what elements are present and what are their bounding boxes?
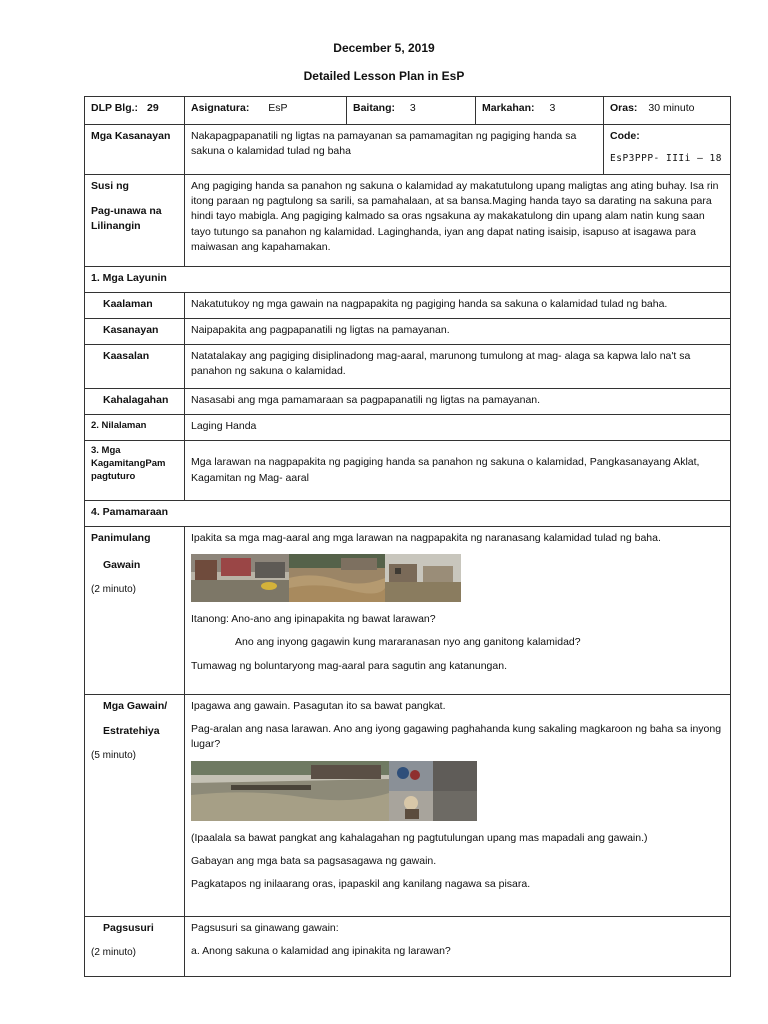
panimulang-question-2: Ano ang inyong gagawin kung mararanasan nyo ang ganitong kalamidad? bbox=[235, 636, 581, 649]
pamamaraan-heading-row bbox=[85, 501, 731, 527]
kasanayan-objective-text: Naipapakita ang pagpapanatili ng ligtas na pamayanan. bbox=[185, 319, 731, 345]
pagsusuri-row bbox=[85, 917, 731, 977]
kasanayan-text: Nakapagpapanatili ng ligtas na pamayanan sa pamamagitan ng pagiging handa sa sakuna o kalamidad tulad ng baha bbox=[185, 125, 604, 175]
kahalagahan-row bbox=[85, 389, 731, 415]
layunin-heading-row bbox=[85, 267, 731, 293]
kaasalan-label: Kaasalan bbox=[85, 345, 185, 389]
panimulang-question-3: Tumawag ng boluntaryong mag-aaral para sagutin ang katanungan. bbox=[191, 659, 507, 672]
document-date: December 5, 2019 bbox=[333, 41, 435, 55]
susi-row bbox=[85, 175, 731, 267]
nilalaman-label: 2. Nilalaman bbox=[85, 415, 185, 441]
dlp-label: DLP Blg.: bbox=[91, 102, 139, 114]
kagamitan-row bbox=[85, 441, 731, 501]
kasanayan-label: Mga Kasanayan bbox=[85, 125, 185, 175]
code-label: Code: bbox=[610, 130, 640, 142]
baitang-cell bbox=[347, 97, 476, 125]
pamamaraan-heading: 4. Pamamaraan bbox=[85, 501, 731, 527]
kagamitan-label-1: 3. Mga bbox=[91, 445, 121, 456]
baitang-value: 3 bbox=[409, 102, 416, 114]
flood-street-photo bbox=[191, 554, 289, 602]
panimulang-minutes: (2 minuto) bbox=[91, 584, 137, 596]
panimulang-label-2: Gawain bbox=[103, 559, 141, 572]
pagsusuri-label-cell bbox=[85, 917, 185, 977]
oras-value: 30 minuto bbox=[648, 102, 695, 114]
kaalaman-row bbox=[85, 293, 731, 319]
gawain-paragraph-1: Ipagawa ang gawain. Pasagutan ito sa bawat pangkat. bbox=[191, 700, 446, 712]
gawain-label-2: Estratehiya bbox=[103, 725, 160, 738]
gawain-paragraph-5: Pagkatapos ng inilaarang oras, ipapaskil ang kanilang nagawa sa pisara. bbox=[191, 878, 531, 891]
susi-text: Ang pagiging handa sa panahon ng sakuna o kalamidad ay makatutulong upang maligtas ang ating buhay. Isa rin itong paraan ng pagtulong sa sarili, sa pamahalaan, at sa bansa.Maging handa tayo sa darating na sakuna para hindi tayo mabigla. Ang pagiging kalmado sa oras ngsakuna ay makakatulong din upang alam natin kung saan tayo tutungo sa panahon ng kalamidad. Laginghanda, iyan ang dapat nating isaisip, isapuso at isagawa para maiwasan ang kapahamakan. bbox=[185, 175, 731, 267]
pagsusuri-minutes: (2 minuto) bbox=[91, 947, 137, 959]
evacuation-photo-collage bbox=[389, 761, 477, 821]
asignatura-cell bbox=[185, 97, 347, 125]
gawain-paragraph-3: (Ipaalala sa bawat pangkat ang kahalagahan ng pagtutulungan upang mas mapadali ang gawain.) bbox=[191, 831, 648, 844]
markahan-label: Markahan: bbox=[482, 102, 535, 114]
kaalaman-label: Kaalaman bbox=[85, 293, 185, 319]
kagamitan-label-cell bbox=[85, 441, 185, 501]
gawain-row bbox=[85, 695, 731, 917]
markahan-value: 3 bbox=[549, 102, 556, 114]
gawain-label-1: Mga Gawain/ bbox=[103, 700, 168, 712]
baitang-label: Baitang: bbox=[353, 102, 395, 114]
kagamitan-text: Mga larawan na nagpapakita ng pagiging handa sa panahon ng sakuna o kalamidad, Pangkasanayang Aklat, Kagamitan ng Mag- aaral bbox=[185, 441, 731, 501]
panimulang-content bbox=[185, 527, 731, 695]
dlp-cell bbox=[85, 97, 185, 125]
kahalagahan-text: Nasasabi ang mga pamamaraan sa pagpapanatili ng ligtas na pamayanan. bbox=[185, 389, 731, 415]
document-title: Detailed Lesson Plan in EsP bbox=[303, 69, 465, 83]
markahan-cell bbox=[476, 97, 604, 125]
susi-label-cell bbox=[85, 175, 185, 267]
flooded-houses-photo bbox=[385, 554, 461, 602]
kagamitan-label-2: KagamitangPam bbox=[91, 457, 166, 469]
flooded-road-photo bbox=[191, 761, 389, 821]
nilalaman-text: Laging Handa bbox=[185, 415, 731, 441]
kasanayan-objective-row bbox=[85, 319, 731, 345]
code-value: EsP3PPP- IIIi – 18 bbox=[610, 153, 722, 165]
susi-label-1: Susi ng bbox=[91, 180, 129, 192]
gawain-paragraph-4: Gabayan ang mga bata sa pagsasagawa ng gawain. bbox=[191, 854, 437, 867]
dlp-value: 29 bbox=[146, 102, 159, 114]
layunin-heading: 1. Mga Layunin bbox=[85, 267, 731, 293]
kasanayan-objective-label: Kasanayan bbox=[85, 319, 185, 345]
meta-row bbox=[85, 97, 731, 125]
panimulang-intro: Ipakita sa mga mag-aaral ang mga larawan na nagpapakita ng naranasang kalamidad tulad ng baha. bbox=[191, 532, 661, 544]
kaasalan-text: Natatalakay ang pagiging disiplinadong mag-aaral, marunong tumulong at mag- alaga sa kapwa lalo na't sa panahon ng sakuna o kalamidad. bbox=[185, 345, 731, 389]
panimulang-row bbox=[85, 527, 731, 695]
gawain-label-cell bbox=[85, 695, 185, 917]
kasanayan-row bbox=[85, 125, 731, 175]
kaasalan-row bbox=[85, 345, 731, 389]
gawain-minutes: (5 minuto) bbox=[91, 750, 137, 762]
oras-label: Oras: bbox=[610, 102, 638, 114]
flood-photo-strip-2 bbox=[191, 761, 724, 821]
asignatura-label: Asignatura: bbox=[191, 102, 250, 114]
pagsusuri-content bbox=[185, 917, 731, 977]
panimulang-label-cell bbox=[85, 527, 185, 695]
kaalaman-text: Nakatutukoy ng mga gawain na nagpapakita ng pagiging handa sa sakuna o kalamidad tulad ng baha. bbox=[185, 293, 731, 319]
lesson-plan-table bbox=[84, 96, 731, 977]
gawain-content bbox=[185, 695, 731, 917]
flood-river-photo bbox=[289, 554, 385, 602]
oras-cell bbox=[604, 97, 731, 125]
pagsusuri-paragraph-2: a. Anong sakuna o kalamidad ang ipinakita ng larawan? bbox=[191, 945, 451, 958]
nilalaman-row bbox=[85, 415, 731, 441]
susi-label-2: Pag-unawa na Lilinangin bbox=[91, 205, 162, 233]
asignatura-value: EsP bbox=[268, 102, 288, 114]
pagsusuri-label: Pagsusuri bbox=[103, 922, 154, 934]
panimulang-question-1: Itanong: Ano-ano ang ipinapakita ng bawat larawan? bbox=[191, 613, 436, 626]
panimulang-label-1: Panimulang bbox=[91, 532, 151, 544]
kagamitan-label-3: pagtuturo bbox=[91, 470, 136, 482]
code-cell bbox=[604, 125, 731, 175]
gawain-paragraph-2: Pag-aralan ang nasa larawan. Ano ang iyong gagawing paghahanda kung sakaling magkaroon ng baha sa inyong lugar? bbox=[191, 723, 722, 751]
flood-photo-strip-1 bbox=[191, 554, 724, 602]
kahalagahan-label: Kahalagahan bbox=[85, 389, 185, 415]
pagsusuri-paragraph-1: Pagsusuri sa ginawang gawain: bbox=[191, 922, 339, 934]
